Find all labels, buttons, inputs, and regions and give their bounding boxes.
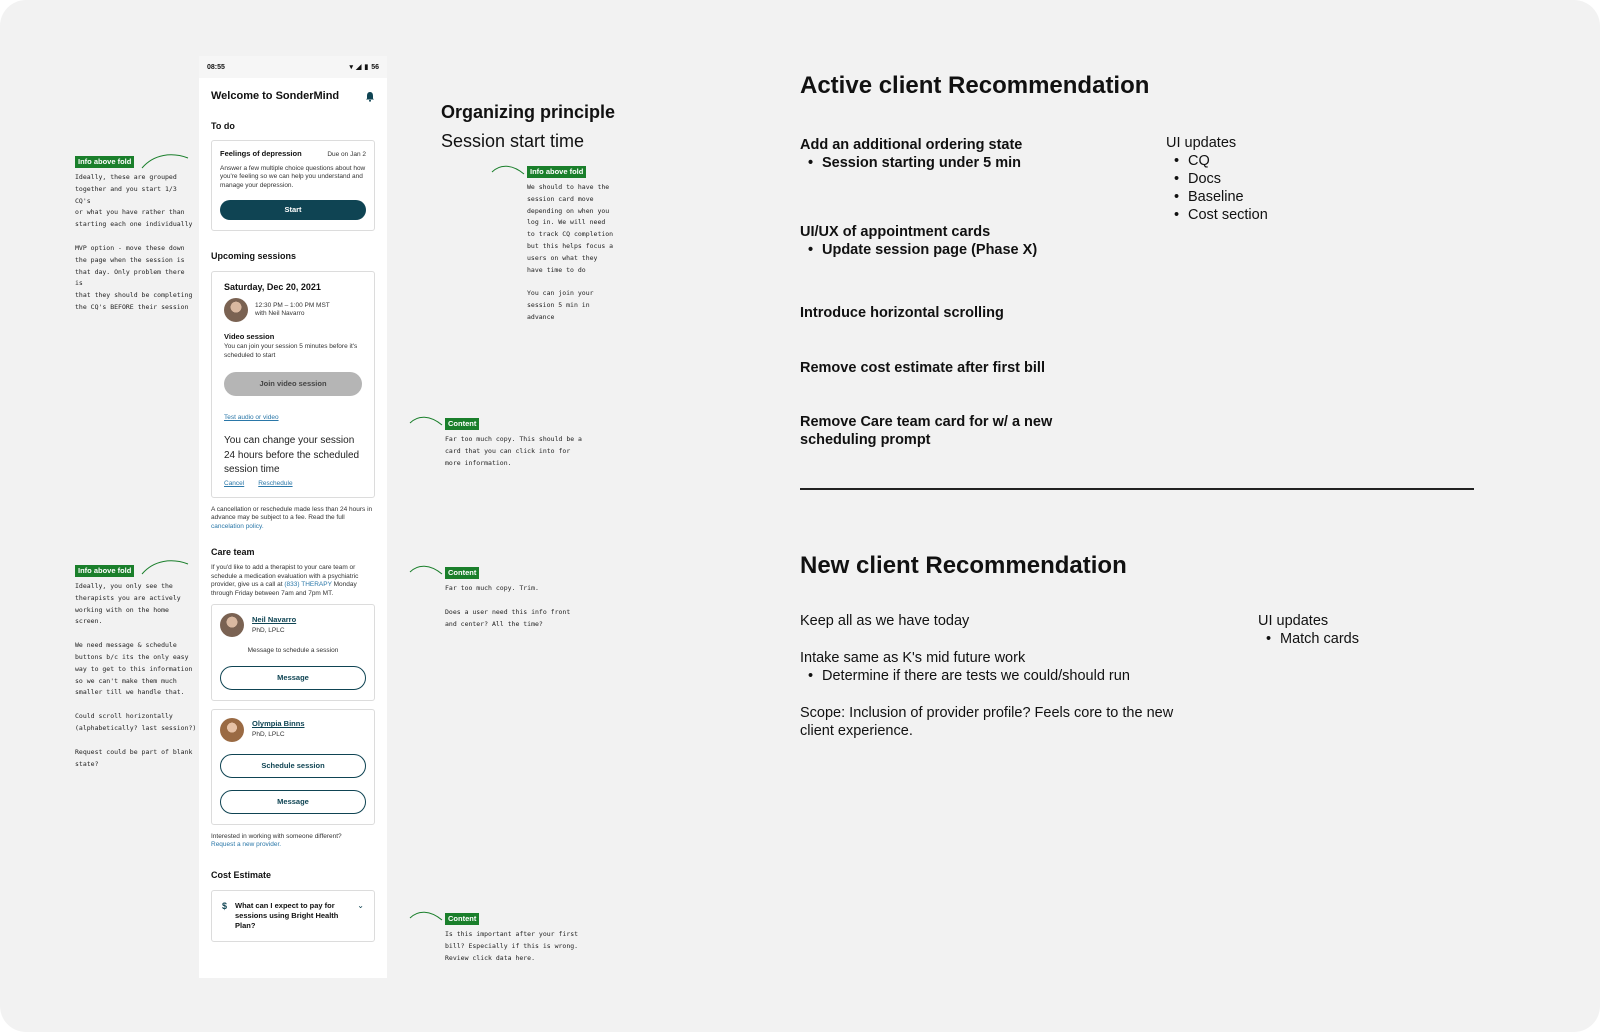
avatar (220, 613, 244, 637)
session-with: with Neil Navarro (255, 310, 305, 317)
note-text: We should to have the session card move depending on when you log in. We will need to track CQ completion but this helps focus a users on what they have time to do (527, 183, 614, 274)
ui-updates-title: UI updates (1258, 613, 1329, 629)
note-text: Could scroll horizontally (alphabetically? last session?) (75, 712, 197, 732)
provider-note: Message to schedule a session (247, 647, 339, 654)
battery-icon: ▮ (364, 64, 369, 71)
upcoming-title: Upcoming sessions (211, 251, 297, 261)
note-text: Far too much copy. This should be a card that you can click into for more information. (445, 435, 582, 467)
request-provider-link[interactable]: Request a new provider. (211, 841, 282, 848)
status-icons (349, 63, 379, 71)
status-time: 08:55 (207, 63, 225, 71)
note-badge: Info above fold (527, 166, 586, 178)
todo-due: Due on Jan 2 (327, 151, 366, 158)
phone-screen (199, 56, 387, 978)
provider-creds: PhD, LPLC (252, 731, 285, 739)
note-text: Is this important after your first bill? Especially if this is wrong. Review click data here. (445, 930, 579, 962)
principle-title: Organizing principle (441, 102, 616, 122)
note-text: Does a user need this info front and center? All the time? (445, 607, 571, 628)
new-client-ui-updates (1258, 612, 1359, 648)
care-intro (199, 564, 387, 598)
ui-updates-title: UI updates (1166, 135, 1237, 151)
wifi-icon: ▾ (349, 64, 353, 71)
care-team-title: Care team (211, 547, 255, 557)
policy-text: A cancellation or reschedule made less than 24 hours in advance may be subject to a fee. Read the full (211, 505, 373, 521)
todo-desc: Answer a few multiple choice questions about how you're feeling so we can help you understand and manage your depression. (220, 164, 366, 189)
active-item-text: UI/UX of appointment cards (800, 224, 991, 240)
session-date: Saturday, Dec 20, 2021 (224, 282, 321, 292)
note-info-above-fold-3 (527, 166, 637, 324)
different-provider-text: Interested in working with someone different? (211, 832, 342, 840)
status-bar (199, 56, 387, 78)
note-text: MVP option - move these down the page when the session is that day. Only problem there is that they should be completing the CQ's BEFORE their session (75, 243, 193, 311)
principle-subtitle: Session start time (441, 131, 585, 151)
active-ui-updates (1166, 134, 1268, 224)
arrow-mid4 (408, 910, 444, 924)
active-item-sub: • Session starting under 5 min (800, 154, 1130, 172)
ui-update-item: • Baseline (1166, 188, 1268, 206)
welcome-title: Welcome to SonderMind (211, 90, 340, 102)
todo-title: To do (211, 121, 235, 131)
note-badge: Info above fold (75, 156, 134, 168)
policy-note (199, 506, 387, 532)
start-button[interactable]: Start (220, 200, 366, 220)
note-text: Ideally, these are grouped together and you start 1/3 CQ's or what you have rather than starting each one individually (75, 173, 193, 229)
message-button[interactable]: Message (220, 790, 366, 814)
new-client-title: New client Recommendation (800, 552, 1127, 579)
provider-creds: PhD, LPLC (252, 626, 285, 634)
note-text: We need message & schedule buttons b/c its the only easy way to get to this information so we can't make them much smaller till we handle that. (75, 641, 193, 697)
active-item-1 (800, 136, 1130, 172)
active-item-sub: • Update session page (Phase X) (800, 241, 1130, 259)
todo-card[interactable] (211, 140, 375, 231)
ui-update-item: • Docs (1166, 170, 1268, 188)
provider-card-olympia (211, 709, 375, 825)
care-phone-link[interactable]: (833) THERAPY (284, 581, 332, 588)
note-text: Far too much copy. Trim. (445, 584, 539, 592)
signal-icon: ◢ (355, 64, 362, 71)
new-client-line-2 (800, 649, 1220, 685)
note-text: Ideally, you only see the therapists you are actively working with on the home screen. (75, 582, 181, 626)
active-item-text: Add an additional ordering state (800, 137, 1023, 153)
avatar (224, 298, 248, 322)
cost-estimate-title: Cost Estimate (211, 870, 272, 880)
test-audio-link[interactable]: Test audio or video (224, 414, 279, 421)
new-client-text: Intake same as K's mid future work (800, 650, 1026, 666)
note-badge: Content (445, 913, 479, 925)
new-client-sub: • Determine if there are tests we could/should run (800, 667, 1220, 685)
ui-update-item: • CQ (1166, 152, 1268, 170)
session-time: 12:30 PM – 1:00 PM MST (255, 301, 330, 309)
section-divider (800, 488, 1474, 490)
cost-estimate-card[interactable] (211, 890, 375, 942)
session-type: Video session (224, 332, 275, 341)
active-item-5: Remove Care team card for w/ a new scheduling prompt (800, 414, 1053, 448)
ui-update-item: • Match cards (1258, 630, 1359, 648)
active-item-3: Introduce horizontal scrolling (800, 305, 1004, 321)
note-badge: Content (445, 418, 479, 430)
provider-name[interactable]: Olympia Binns (252, 719, 305, 729)
note-content-1 (445, 418, 595, 469)
active-item-2 (800, 223, 1130, 259)
note-info-above-fold-1 (75, 156, 195, 314)
arrow-mid1 (490, 164, 526, 178)
cost-question: What can I expect to pay for sessions using Bright Health Plan? (235, 901, 339, 930)
dollar-icon: $ (222, 901, 228, 911)
note-content-3 (445, 913, 595, 964)
arrow-mid3 (408, 564, 444, 578)
battery-level: 56 (371, 63, 379, 71)
session-card (211, 271, 375, 498)
chevron-down-icon[interactable]: ⌄ (357, 901, 364, 910)
care-intro-text: If you'd like to add a therapist to your care team or schedule a medication evaluation with a psychiatric provider, give us a call at (211, 564, 359, 588)
cancel-link[interactable]: Cancel (224, 479, 245, 487)
provider-card-neil (211, 604, 375, 701)
active-item-4: Remove cost estimate after first bill (800, 360, 1045, 376)
todo-card-title: Feelings of depression (220, 149, 302, 158)
note-text: Request could be part of blank state? (75, 747, 193, 768)
note-info-above-fold-2 (75, 565, 197, 770)
ui-update-item: • Cost section (1166, 206, 1268, 224)
message-button[interactable]: Message (220, 666, 366, 690)
provider-name[interactable]: Neil Navarro (252, 614, 297, 624)
new-client-line-3: Scope: Inclusion of provider profile? Feels core to the new client experience. (800, 705, 1174, 739)
care-intro-end: Monday through Friday between 7am and 7pm MT. (211, 581, 357, 597)
schedule-session-button[interactable]: Schedule session (220, 754, 366, 778)
policy-link[interactable]: cancelation policy. (211, 522, 264, 530)
reschedule-link[interactable]: Reschedule (258, 479, 293, 487)
app-header (199, 78, 387, 102)
join-note: You can join your session 5 minutes before it's scheduled to start (224, 343, 358, 359)
active-title: Active client Recommendation (800, 72, 1150, 99)
note-text: You can join your session 5 min in advance (527, 289, 594, 321)
change-note: You can change your session 24 hours before the scheduled session time (224, 435, 360, 475)
note-content-2 (445, 567, 595, 630)
arrow-mid2 (408, 415, 444, 429)
join-video-button[interactable]: Join video session (224, 372, 362, 396)
new-client-line-1: Keep all as we have today (800, 613, 970, 629)
note-badge: Info above fold (75, 565, 134, 577)
bell-icon[interactable] (365, 91, 375, 102)
avatar (220, 718, 244, 742)
note-badge: Content (445, 567, 479, 579)
